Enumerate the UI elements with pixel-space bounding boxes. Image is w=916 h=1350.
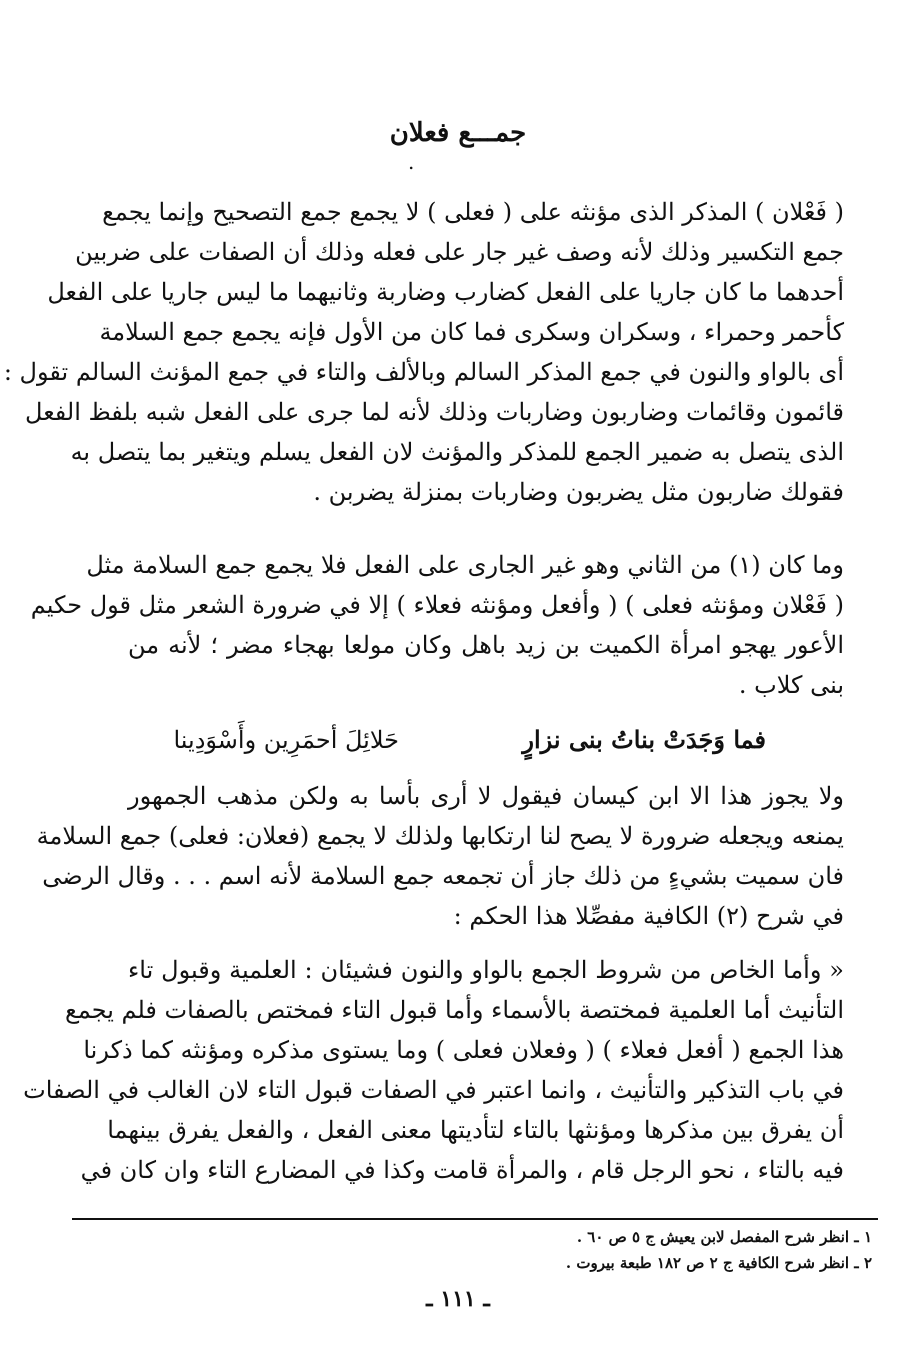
paragraph-2	[30, 545, 844, 705]
heading-dot: .	[408, 150, 415, 174]
text-line: فان سميت بشيءٍ من ذلك جاز أن تجمعه جمع السلامة لأنه اسم . . . وقال الرضى	[42, 862, 844, 890]
text-line: الذى يتصل به ضمير الجمع للمذكر والمؤنث لان الفعل يسلم ويتغير بما يتصل به	[70, 438, 844, 466]
text-line: يمنعه ويجعله ضرورة لا يصح لنا ارتكابها ولذلك لا يجمع (فعلان: فعلى) جمع السلامة	[36, 822, 844, 850]
text-line: في شرح (٢) الكافية مفصِّلا هذا الحكم :	[453, 902, 844, 930]
footnote-divider	[72, 1218, 878, 1220]
footnote-2: ٢ ـ انظر شرح الكافية ج ٢ ص ١٨٢ طبعة بيروت .	[565, 1254, 872, 1272]
section-heading: جمـــع فعلان	[389, 118, 527, 148]
text-line: قائمون وقائمات وضاربون وضاربات وذلك لأنه لما جرى على الفعل شبه بلفظ الفعل	[25, 398, 844, 426]
text-line: كأحمر وحمراء ، وسكران وسكرى فما كان من الأول فإنه يجمع جمع السلامة	[99, 318, 844, 346]
verse-second-hemistich: حَلائِلَ أحمَرِين وأَسْوَدِينا	[173, 726, 399, 754]
text-line: فيه بالتاء ، نحو الرجل قام ، والمرأة قامت وكذا في المضارع التاء وان كان في	[80, 1156, 844, 1184]
text-line: أى بالواو والنون في جمع المذكر السالم وبالألف والتاء في جمع المؤنث السالم تقول :	[3, 358, 844, 386]
footnote-1: ١ ـ انظر شرح المفصل لابن يعيش ج ٥ ص ٦٠ .	[576, 1228, 872, 1246]
page-number: ـ ١١١ ـ	[426, 1286, 490, 1312]
paragraph-3	[36, 776, 844, 936]
paragraph-1	[3, 192, 844, 512]
text-line: ( فَعْلان ) المذكر الذى مؤنثه على ( فعلى ) لا يجمع جمع التصحيح وإنما يجمع	[102, 198, 844, 226]
text-line: « وأما الخاص من شروط الجمع بالواو والنون فشيئان : العلمية وقبول تاء	[128, 956, 844, 984]
text-line: في باب التذكير والتأنيث ، وانما اعتبر في الصفات قبول التاء لان الغالب في الصفات	[23, 1076, 844, 1104]
text-line: ( فَعْلان ومؤنثه فعلى ) ( وأفعل ومؤنثه فعلاء ) إلا في ضرورة الشعر مثل قول حكيم	[30, 591, 844, 619]
text-line: ولا يجوز هذا الا ابن كيسان فيقول لا أرى بأسا به ولكن مذهب الجمهور	[128, 782, 844, 810]
text-line: أن يفرق بين مذكرها ومؤنثها بالتاء لتأديتها معنى الفعل ، والفعل يفرق بينهما	[107, 1116, 844, 1144]
text-line: الأعور يهجو امرأة الكميت بن زيد باهل وكان مولعا بهجاء مضر ؛ لأنه من	[128, 631, 844, 659]
text-line: أحدهما ما كان جاريا على الفعل كضارب وضاربة وثانيهما ما ليس جاريا على الفعل	[47, 278, 844, 306]
text-line: جمع التكسير وذلك لأنه وصف غير جار على فعله وذلك أن الصفات على ضربين	[75, 238, 844, 266]
text-line: التأنيث أما العلمية فمختصة بالأسماء وأما قبول التاء فمختص بالصفات فلم يجمع	[65, 996, 844, 1024]
poetry-verse	[128, 718, 844, 762]
verse-first-hemistich: فما وَجَدَتْ بناتُ بنى نزارٍ	[522, 725, 766, 754]
paragraph-4	[23, 950, 844, 1190]
text-line: فقولك ضاربون مثل يضربون وضاربات بمنزلة يضربن .	[313, 478, 844, 506]
text-line: هذا الجمع ( أفعل فعلاء ) ( وفعلان فعلى ) وما يستوى مذكره ومؤنثه كما ذكرنا	[83, 1036, 844, 1064]
text-line: بنى كلاب .	[738, 671, 844, 699]
text-line: وما كان (١) من الثاني وهو غير الجارى على الفعل فلا يجمع جمع السلامة مثل	[86, 551, 844, 579]
